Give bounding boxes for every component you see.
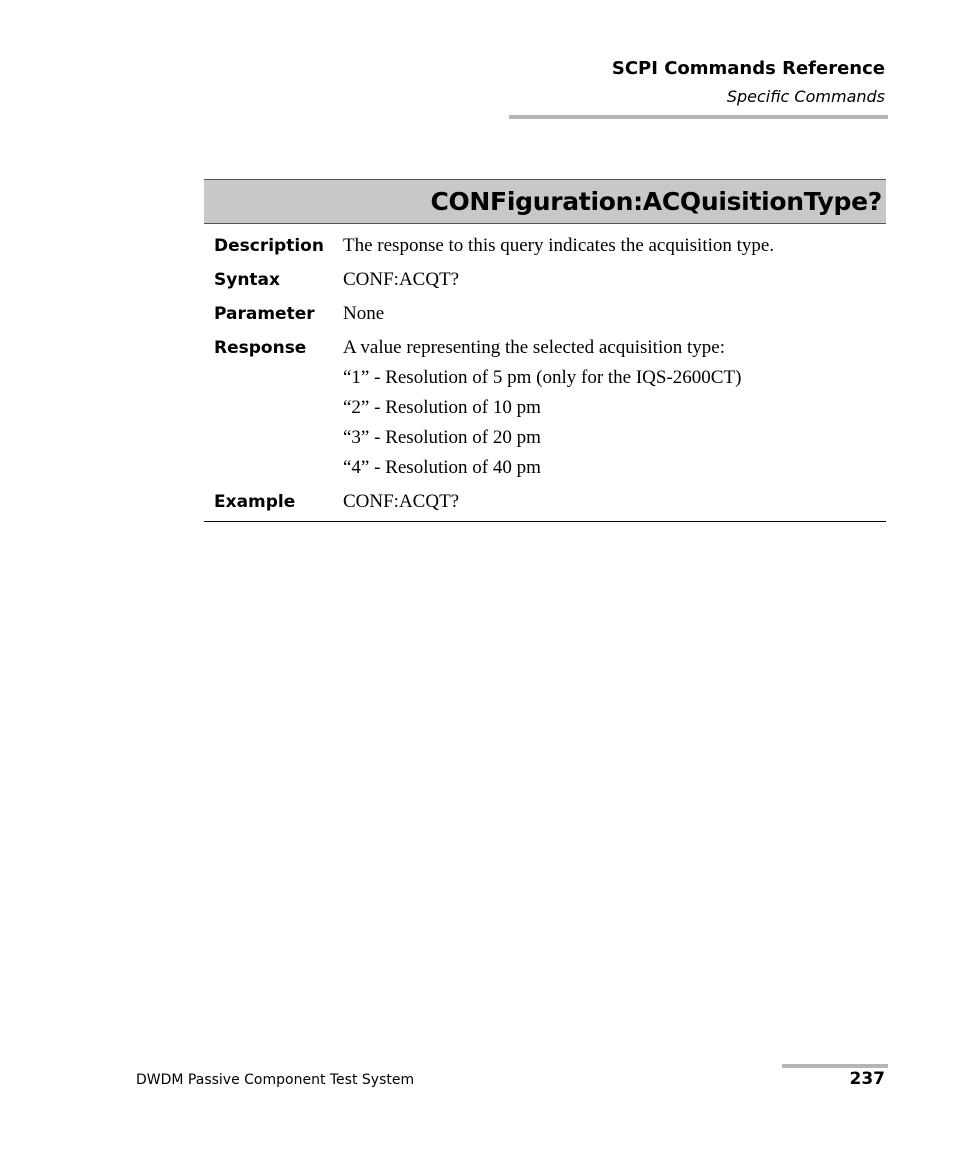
value-line: The response to this query indicates the acquisition type.: [343, 235, 775, 256]
value-line: CONF:ACQT?: [343, 269, 460, 290]
command-title: CONFiguration:ACQuisitionType?: [430, 187, 882, 216]
footer-rule: [782, 1064, 888, 1068]
value-line: “2” - Resolution of 10 pm: [343, 397, 541, 418]
section-subtitle: Specific Commands: [726, 87, 885, 106]
command-header: [204, 179, 886, 224]
header-rule: [509, 115, 888, 119]
description-row: [204, 234, 886, 258]
row-value: [343, 268, 886, 292]
row-value: [343, 234, 886, 258]
section-title: SCPI Commands Reference: [611, 58, 885, 79]
row-value: [343, 336, 886, 480]
value-line: “3” - Resolution of 20 pm: [343, 427, 541, 448]
row-label: Syntax: [214, 270, 280, 290]
value-line: None: [343, 303, 385, 324]
value-line: CONF:ACQT?: [343, 491, 460, 512]
running-head: [612, 57, 885, 108]
parameter-row: [204, 302, 886, 326]
row-label: Parameter: [214, 304, 315, 324]
row-label: Response: [214, 338, 307, 358]
row-value: [343, 490, 886, 514]
syntax-row: [204, 268, 886, 292]
response-row: [204, 336, 886, 480]
page-number: 237: [849, 1069, 885, 1089]
row-label: Example: [214, 492, 296, 512]
example-row: [204, 490, 886, 514]
row-value: [343, 302, 886, 326]
value-line: A value representing the selected acquisition type:: [343, 337, 725, 358]
row-label: Description: [214, 236, 324, 256]
value-line: “4” - Resolution of 40 pm: [343, 457, 541, 478]
command-block: [204, 179, 886, 522]
footer-doc-title: DWDM Passive Component Test System: [136, 1072, 415, 1088]
table-bottom-rule: [204, 521, 886, 522]
value-line: “1” - Resolution of 5 pm (only for the IQS-2600CT): [343, 367, 742, 388]
